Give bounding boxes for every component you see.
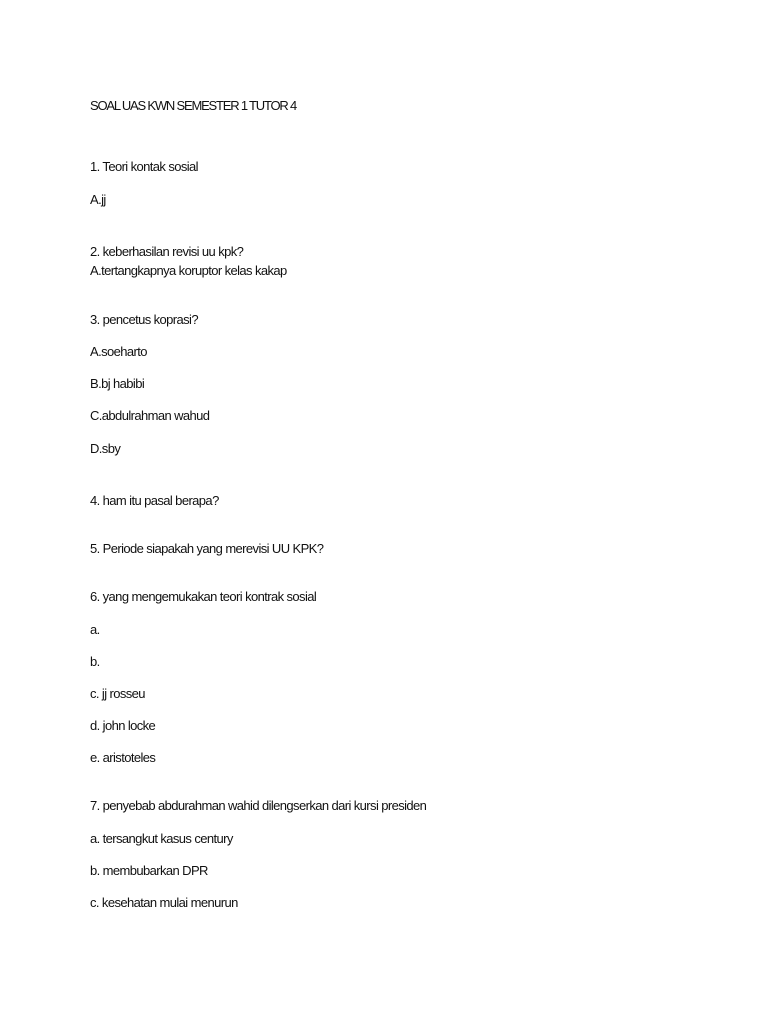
answer-option: b. membubarkan DPR: [90, 863, 208, 878]
question-5: 5. Periode siapakah yang merevisi UU KPK?: [90, 541, 324, 556]
answer-option: b.: [90, 654, 100, 669]
answer-option: c. kesehatan mulai menurun: [90, 895, 238, 910]
answer-option: c. jj rosseu: [90, 686, 145, 701]
question-6: 6. yang mengemukakan teori kontrak sosial: [90, 589, 317, 604]
question-1: 1. Teori kontak sosial: [90, 159, 198, 174]
answer-option: a.: [90, 622, 100, 637]
question-7: 7. penyebab abdurahman wahid dilengserkan dari kursi presiden: [90, 798, 427, 813]
answer-option: A.jj: [90, 192, 106, 207]
answer-option: d. john locke: [90, 718, 156, 733]
document-title: SOAL UAS KWN SEMESTER 1 TUTOR 4: [90, 98, 297, 113]
answer-option: B.bj habibi: [90, 376, 145, 391]
answer-option: a. tersangkut kasus century: [90, 831, 233, 846]
answer-option: e. aristoteles: [90, 750, 156, 765]
answer-option: D.sby: [90, 441, 121, 456]
answer-option: A.soeharto: [90, 344, 147, 359]
question-3: 3. pencetus koprasi?: [90, 312, 198, 327]
answer-option: A.tertangkapnya koruptor kelas kakap: [90, 263, 287, 278]
answer-option: C.abdulrahman wahud: [90, 408, 210, 423]
question-2: 2. keberhasilan revisi uu kpk?: [90, 244, 244, 259]
question-4: 4. ham itu pasal berapa?: [90, 493, 219, 508]
